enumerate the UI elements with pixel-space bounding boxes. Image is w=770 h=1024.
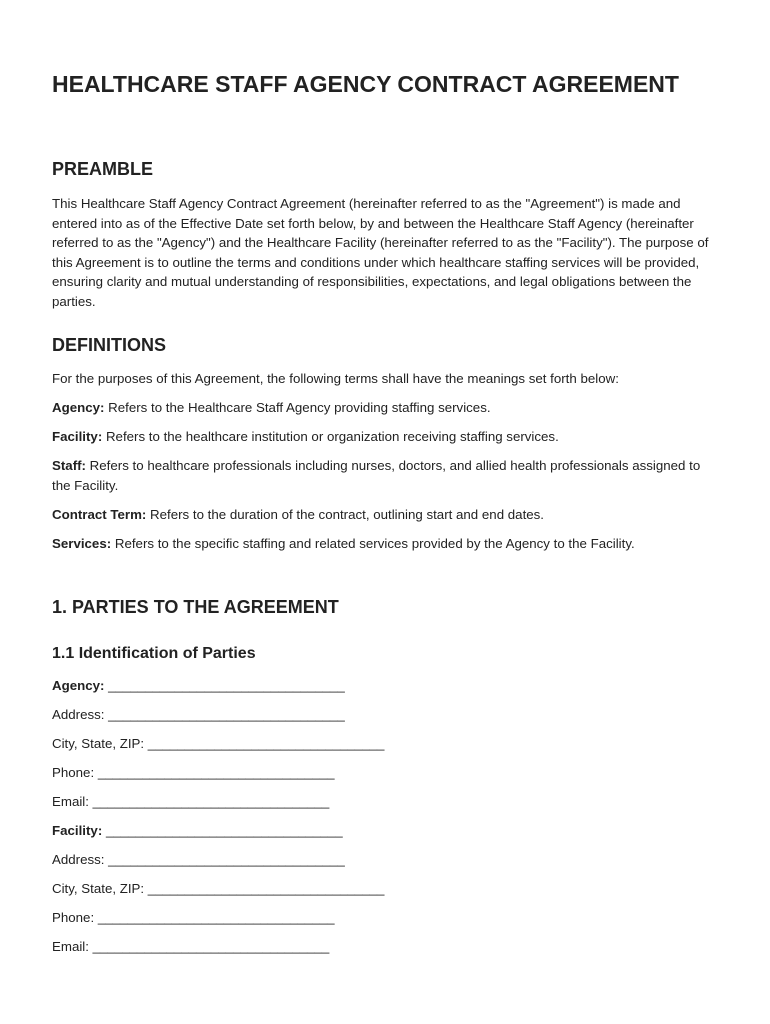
definitions-intro: For the purposes of this Agreement, the following terms shall have the meanings set forth below: (52, 371, 619, 386)
section-1-1-subheading: 1.1 Identification of Parties (52, 645, 256, 662)
agency-blank: ________________________________ (104, 678, 345, 693)
definitions-heading: DEFINITIONS (52, 335, 167, 355)
definition-item (52, 427, 717, 447)
definition-term: Contract Term: (52, 507, 147, 522)
facility-address-field[interactable]: Address: ________________________________ (52, 852, 345, 867)
definition-term: Agency: (52, 400, 105, 415)
agency-label: Agency: (52, 678, 105, 693)
facility-label: Facility: (52, 823, 103, 838)
agency-city-field[interactable]: City, State, ZIP: ________________________________ (52, 736, 385, 751)
definition-term: Staff: (52, 458, 86, 473)
definition-text: Refers to the Healthcare Staff Agency providing staffing services. (104, 400, 491, 415)
definition-item (52, 534, 717, 554)
definition-item (52, 398, 717, 418)
facility-blank: ________________________________ (102, 823, 343, 838)
definition-term: Services: (52, 536, 112, 551)
document-title: HEALTHCARE STAFF AGENCY CONTRACT AGREEMENT (52, 71, 679, 97)
section-1-heading: 1. PARTIES TO THE AGREEMENT (52, 597, 339, 617)
agency-address-field[interactable]: Address: ________________________________ (52, 707, 345, 722)
definition-text: Refers to the healthcare institution or organization receiving staffing services. (102, 429, 559, 444)
definition-item (52, 505, 717, 525)
preamble-heading: PREAMBLE (52, 159, 154, 179)
agency-name-field[interactable] (52, 676, 345, 696)
definition-term: Facility: (52, 429, 103, 444)
definition-text: Refers to healthcare professionals including nurses, doctors, and allied health professionals assigned to the Facility. (52, 458, 701, 493)
facility-city-field[interactable]: City, State, ZIP: ________________________________ (52, 881, 385, 896)
facility-email-field[interactable]: Email: ________________________________ (52, 939, 330, 954)
facility-phone-field[interactable]: Phone: ________________________________ (52, 910, 335, 925)
definition-text: Refers to the duration of the contract, outlining start and end dates. (146, 507, 545, 522)
agency-email-field[interactable]: Email: ________________________________ (52, 794, 330, 809)
agency-phone-field[interactable]: Phone: ________________________________ (52, 765, 335, 780)
definition-item (52, 456, 717, 495)
definition-text: Refers to the specific staffing and related services provided by the Agency to the Facility. (111, 536, 635, 551)
preamble-text: This Healthcare Staff Agency Contract Agreement (hereinafter referred to as the "Agreement") is made and entered into as of the Effective Date set forth below, by and between the Healthcare Staff Agency (hereinafter referred to as the "Agency") and the Healthcare Facility (hereinafter referred to as the "Facility"). The purpose of this Agreement is to outline the terms and conditions under which healthcare staffing services will be provided, ensuring clarity and mutual understanding of responsibilities, expectations, and legal obligations between the parties. (52, 196, 709, 309)
facility-name-field[interactable] (52, 821, 343, 841)
